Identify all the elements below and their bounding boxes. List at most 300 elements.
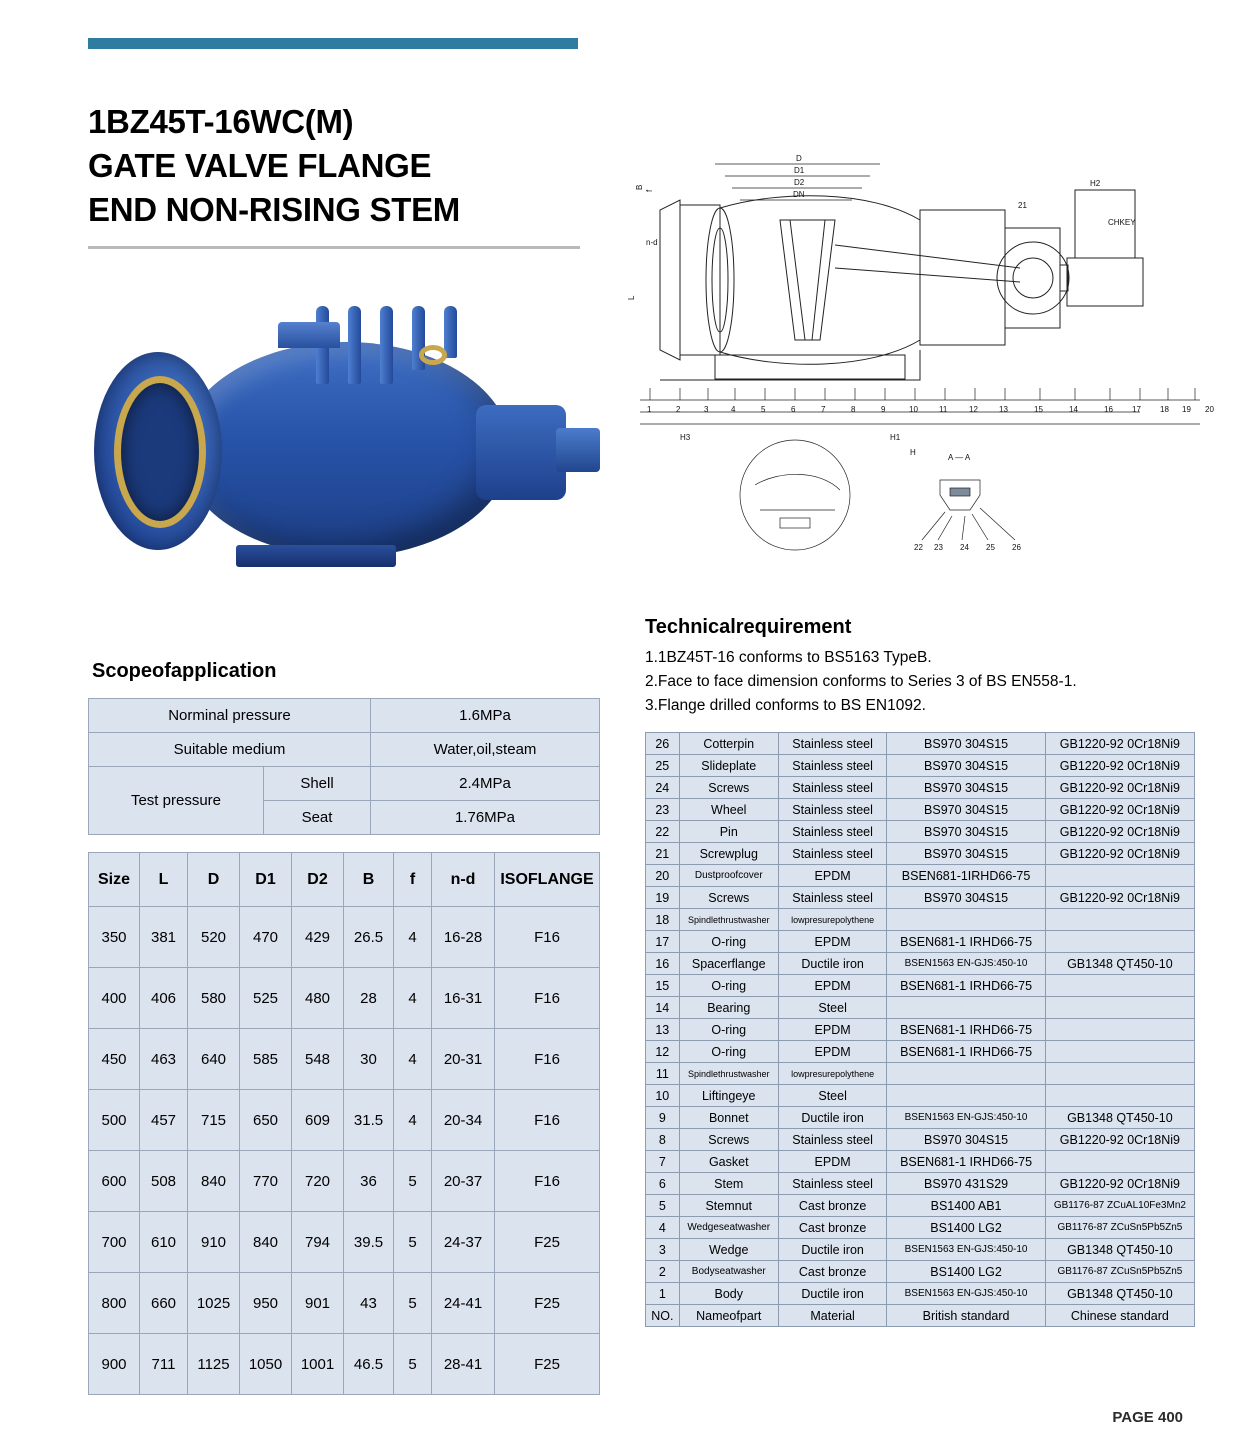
cell-d2: 1001 [292,1334,344,1395]
cell-f: 5 [394,1334,432,1395]
cell-chinese-standard [1045,1041,1194,1063]
footer-british-standard: British standard [887,1305,1045,1327]
cell-british-standard [887,1085,1045,1107]
technical-drawing [620,150,1220,570]
cell-d: 715 [188,1090,240,1151]
table-row [89,1334,600,1395]
cell-british-standard: BSEN1563 EN-GJS:450-10 [887,1239,1045,1261]
cell-chinese-standard: GB1220-92 0Cr18Ni9 [1045,821,1194,843]
cell-l: 381 [140,907,188,968]
cell-no: 23 [646,799,680,821]
cell-size: 700 [89,1212,140,1273]
cell-l: 463 [140,1029,188,1090]
footer-name: Nameofpart [679,1305,778,1327]
svg-text:H1: H1 [890,433,901,442]
table-header-row [89,853,600,907]
cell-no: 2 [646,1261,680,1283]
cell-d2: 794 [292,1212,344,1273]
svg-text:A — A: A — A [948,453,971,462]
svg-text:23: 23 [934,543,943,552]
cell-chinese-standard [1045,1063,1194,1085]
cell-no: 10 [646,1085,680,1107]
cell-d: 640 [188,1029,240,1090]
cell-british-standard [887,1063,1045,1085]
table-footer-row [646,1305,1195,1327]
table-row [646,821,1195,843]
cell-nd: 20-34 [432,1090,495,1151]
cell-name: O-ring [679,1019,778,1041]
table-row [646,1239,1195,1261]
scope-table [88,698,600,835]
valve-bore [114,376,206,528]
cell-material: EPDM [778,975,887,997]
cell-chinese-standard [1045,931,1194,953]
page-title-line-2: GATE VALVE FLANGE [88,146,432,184]
cell-no: 3 [646,1239,680,1261]
cell-chinese-standard [1045,1019,1194,1041]
cell-nd: 24-41 [432,1273,495,1334]
cell-no: 1 [646,1283,680,1305]
cell-b: 36 [344,1151,394,1212]
table-row [89,767,600,801]
cell-name: Wedgeseatwasher [679,1217,778,1239]
cell-chinese-standard [1045,1151,1194,1173]
scope-value: 1.76MPa [371,801,600,835]
cell-british-standard [887,909,1045,931]
cell-material: lowpresurepolythene [778,1063,887,1085]
cell-chinese-standard [1045,997,1194,1019]
valve-body-illustration [181,342,511,557]
cell-size: 450 [89,1029,140,1090]
table-row [89,1029,600,1090]
svg-text:B: B [635,184,644,190]
cell-material: lowpresurepolythene [778,909,887,931]
table-row [646,1129,1195,1151]
drawing-svg [620,150,1220,570]
cell-material: Stainless steel [778,733,887,755]
cell-british-standard: BS970 304S15 [887,887,1045,909]
cell-no: 5 [646,1195,680,1217]
cell-b: 26.5 [344,907,394,968]
scope-value: 1.6MPa [371,699,600,733]
table-row [646,1151,1195,1173]
cell-l: 508 [140,1151,188,1212]
cell-size: 500 [89,1090,140,1151]
cell-chinese-standard: GB1220-92 0Cr18Ni9 [1045,733,1194,755]
svg-text:D2: D2 [794,178,805,187]
col-size: Size [89,853,140,907]
cell-d1: 585 [240,1029,292,1090]
svg-text:L: L [627,295,636,300]
cell-material: EPDM [778,1019,887,1041]
table-row [646,777,1195,799]
cell-chinese-standard: GB1220-92 0Cr18Ni9 [1045,887,1194,909]
cell-f: 4 [394,1090,432,1151]
cell-nd: 28-41 [432,1334,495,1395]
cell-no: 9 [646,1107,680,1129]
cell-no: 15 [646,975,680,997]
svg-text:4: 4 [731,405,736,414]
svg-text:14: 14 [1069,405,1078,414]
cell-name: Wedge [679,1239,778,1261]
cell-british-standard: BS970 304S15 [887,777,1045,799]
table-row [89,1212,600,1273]
table-row [646,887,1195,909]
cell-d1: 525 [240,968,292,1029]
table-row [89,907,600,968]
cell-british-standard: BS970 431S29 [887,1173,1045,1195]
cell-d: 1125 [188,1334,240,1395]
cell-material: Ductile iron [778,1107,887,1129]
svg-text:CHKEY: CHKEY [1108,218,1136,227]
cell-d1: 1050 [240,1334,292,1395]
cell-l: 660 [140,1273,188,1334]
scope-label: Suitable medium [89,733,371,767]
cell-british-standard: BS970 304S15 [887,1129,1045,1151]
cell-d1: 950 [240,1273,292,1334]
cell-chinese-standard [1045,1085,1194,1107]
svg-text:18: 18 [1160,405,1169,414]
valve-stem-cap [556,428,600,472]
cell-name: Cotterpin [679,733,778,755]
cell-no: 4 [646,1217,680,1239]
cell-british-standard: BS970 304S15 [887,799,1045,821]
valve-gearbox [476,405,566,500]
cell-material: Ductile iron [778,953,887,975]
cell-name: Stemnut [679,1195,778,1217]
technical-requirement-item: 2.Face to face dimension conforms to Series 3 of BS EN558-1. [645,673,1077,691]
cell-b: 46.5 [344,1334,394,1395]
cell-british-standard: BSEN1563 EN-GJS:450-10 [887,1283,1045,1305]
cell-nd: 24-37 [432,1212,495,1273]
cell-chinese-standard: GB1348 QT450-10 [1045,1107,1194,1129]
table-row [646,931,1195,953]
cell-material: Stainless steel [778,1173,887,1195]
cell-material: Stainless steel [778,887,887,909]
cell-b: 31.5 [344,1090,394,1151]
valve-top-cap [278,322,340,348]
svg-text:6: 6 [791,405,796,414]
cell-no: 13 [646,1019,680,1041]
svg-text:2: 2 [676,405,681,414]
cell-name: Pin [679,821,778,843]
cell-d2: 429 [292,907,344,968]
cell-chinese-standard: GB1220-92 0Cr18Ni9 [1045,1129,1194,1151]
cell-d2: 609 [292,1090,344,1151]
table-row [89,733,600,767]
cell-name: Bonnet [679,1107,778,1129]
table-row [89,1151,600,1212]
cell-chinese-standard: GB1220-92 0Cr18Ni9 [1045,755,1194,777]
cell-f: 5 [394,1151,432,1212]
parts-list-table [645,732,1195,1327]
table-row [646,1041,1195,1063]
cell-chinese-standard: GB1220-92 0Cr18Ni9 [1045,1173,1194,1195]
page-number: PAGE 400 [1112,1409,1183,1426]
cell-f: 4 [394,968,432,1029]
cell-no: 17 [646,931,680,953]
cell-chinese-standard [1045,865,1194,887]
col-d2: D2 [292,853,344,907]
cell-nd: 16-28 [432,907,495,968]
cell-material: Ductile iron [778,1239,887,1261]
cell-d1: 650 [240,1090,292,1151]
cell-isoflange: F16 [495,907,600,968]
cell-d: 1025 [188,1273,240,1334]
cell-name: Screwplug [679,843,778,865]
cell-d: 840 [188,1151,240,1212]
cell-d2: 480 [292,968,344,1029]
cell-no: 12 [646,1041,680,1063]
table-row [646,909,1195,931]
cell-material: Ductile iron [778,1283,887,1305]
valve-rib [348,306,361,384]
cell-no: 22 [646,821,680,843]
cell-british-standard: BS1400 AB1 [887,1195,1045,1217]
cell-name: O-ring [679,975,778,997]
cell-b: 28 [344,968,394,1029]
table-row [646,1085,1195,1107]
accent-bar [88,38,578,49]
cell-no: 21 [646,843,680,865]
table-row [89,1090,600,1151]
cell-isoflange: F16 [495,1029,600,1090]
cell-name: Bodyseatwasher [679,1261,778,1283]
svg-text:H3: H3 [680,433,691,442]
cell-name: Stem [679,1173,778,1195]
cell-b: 30 [344,1029,394,1090]
svg-text:7: 7 [821,405,826,414]
cell-material: EPDM [778,1041,887,1063]
cell-name: Body [679,1283,778,1305]
technical-requirement-item: 3.Flange drilled conforms to BS EN1092. [645,697,926,715]
valve-base [236,545,396,567]
svg-text:3: 3 [704,405,709,414]
cell-chinese-standard: GB1176-87 ZCuAL10Fe3Mn2 [1045,1195,1194,1217]
cell-chinese-standard [1045,975,1194,997]
svg-text:15: 15 [1034,405,1043,414]
table-row [646,865,1195,887]
svg-text:19: 19 [1182,405,1191,414]
cell-british-standard [887,997,1045,1019]
cell-material: Cast bronze [778,1261,887,1283]
cell-l: 406 [140,968,188,1029]
cell-name: Screws [679,1129,778,1151]
col-f: f [394,853,432,907]
cell-f: 5 [394,1212,432,1273]
svg-text:D1: D1 [794,166,805,175]
cell-material: Stainless steel [778,755,887,777]
cell-d2: 901 [292,1273,344,1334]
cell-b: 43 [344,1273,394,1334]
svg-text:22: 22 [914,543,923,552]
valve-lifting-eye [419,345,447,365]
table-row [89,968,600,1029]
table-row [646,975,1195,997]
svg-text:25: 25 [986,543,995,552]
cell-isoflange: F25 [495,1212,600,1273]
technical-requirement-title: Technicalrequirement [645,616,852,638]
svg-text:24: 24 [960,543,969,552]
page-title-line-1: 1BZ45T-16WC(M) [88,103,354,141]
svg-text:DN: DN [793,190,805,199]
scope-value: 2.4MPa [371,767,600,801]
table-row [646,843,1195,865]
cell-d2: 548 [292,1029,344,1090]
svg-text:9: 9 [881,405,886,414]
svg-text:11: 11 [939,405,948,414]
cell-name: Liftingeye [679,1085,778,1107]
cell-name: O-ring [679,931,778,953]
table-row [646,1107,1195,1129]
cell-no: 26 [646,733,680,755]
svg-text:17: 17 [1132,405,1141,414]
cell-british-standard: BSEN681-1 IRHD66-75 [887,1041,1045,1063]
cell-british-standard: BS970 304S15 [887,843,1045,865]
scope-sublabel: Seat [264,801,371,835]
cell-name: Gasket [679,1151,778,1173]
cell-name: Bearing [679,997,778,1019]
cell-material: Cast bronze [778,1195,887,1217]
svg-text:21: 21 [1018,201,1027,210]
product-photo [86,300,606,600]
cell-british-standard: BS970 304S15 [887,733,1045,755]
cell-f: 4 [394,1029,432,1090]
cell-material: EPDM [778,1151,887,1173]
cell-chinese-standard: GB1348 QT450-10 [1045,953,1194,975]
cell-name: Slideplate [679,755,778,777]
cell-isoflange: F16 [495,1090,600,1151]
table-row [646,1217,1195,1239]
footer-chinese-standard: Chinese standard [1045,1305,1194,1327]
cell-material: Stainless steel [778,777,887,799]
table-row [646,1173,1195,1195]
cell-name: Wheel [679,799,778,821]
cell-material: Steel [778,997,887,1019]
footer-material: Material [778,1305,887,1327]
cell-d: 580 [188,968,240,1029]
cell-british-standard: BSEN681-1 IRHD66-75 [887,1151,1045,1173]
svg-text:D: D [796,154,802,163]
technical-requirement-list [645,646,1205,718]
cell-chinese-standard: GB1220-92 0Cr18Ni9 [1045,777,1194,799]
table-row [646,755,1195,777]
table-row [646,1261,1195,1283]
svg-text:5: 5 [761,405,766,414]
cell-material: Stainless steel [778,799,887,821]
cell-nd: 20-37 [432,1151,495,1212]
cell-l: 711 [140,1334,188,1395]
cell-isoflange: F16 [495,1151,600,1212]
cell-d1: 770 [240,1151,292,1212]
cell-l: 457 [140,1090,188,1151]
svg-text:12: 12 [969,405,978,414]
cell-no: 19 [646,887,680,909]
cell-size: 350 [89,907,140,968]
cell-size: 400 [89,968,140,1029]
table-row [646,1195,1195,1217]
scope-sublabel: Shell [264,767,371,801]
cell-name: Spindlethrustwasher [679,909,778,931]
cell-no: 7 [646,1151,680,1173]
cell-chinese-standard: GB1220-92 0Cr18Ni9 [1045,799,1194,821]
cell-isoflange: F25 [495,1273,600,1334]
table-row [646,1063,1195,1085]
cell-british-standard: BSEN681-1 IRHD66-75 [887,1019,1045,1041]
cell-nd: 16-31 [432,968,495,1029]
cell-d: 910 [188,1212,240,1273]
cell-b: 39.5 [344,1212,394,1273]
svg-text:26: 26 [1012,543,1021,552]
cell-d2: 720 [292,1151,344,1212]
cell-name: Screws [679,887,778,909]
page-title-line-3: END NON-RISING STEM [88,190,460,228]
cell-chinese-standard: GB1348 QT450-10 [1045,1283,1194,1305]
cell-size: 600 [89,1151,140,1212]
cell-chinese-standard: GB1348 QT450-10 [1045,1239,1194,1261]
page-title [88,100,648,232]
svg-text:20: 20 [1205,405,1214,414]
svg-text:8: 8 [851,405,856,414]
scope-title: Scopeofapplication [92,660,277,682]
cell-no: 11 [646,1063,680,1085]
svg-text:13: 13 [999,405,1008,414]
cell-material: Stainless steel [778,843,887,865]
col-b: B [344,853,394,907]
scope-label: Norminal pressure [89,699,371,733]
cell-chinese-standard: GB1176-87 ZCuSn5Pb5Zn5 [1045,1261,1194,1283]
cell-british-standard: BS1400 LG2 [887,1261,1045,1283]
cell-no: 24 [646,777,680,799]
svg-text:1: 1 [647,405,652,414]
col-nd: n-d [432,853,495,907]
cell-name: Spindlethrustwasher [679,1063,778,1085]
cell-british-standard: BSEN681-1 IRHD66-75 [887,931,1045,953]
cell-material: EPDM [778,865,887,887]
col-d1: D1 [240,853,292,907]
cell-isoflange: F25 [495,1334,600,1395]
cell-no: 14 [646,997,680,1019]
cell-f: 4 [394,907,432,968]
cell-material: Steel [778,1085,887,1107]
cell-british-standard: BS970 304S15 [887,755,1045,777]
cell-british-standard: BS970 304S15 [887,821,1045,843]
scope-label: Test pressure [89,767,264,835]
svg-text:10: 10 [909,405,918,414]
col-l: L [140,853,188,907]
cell-name: O-ring [679,1041,778,1063]
scope-value: Water,oil,steam [371,733,600,767]
cell-name: Screws [679,777,778,799]
table-row [646,953,1195,975]
cell-size: 900 [89,1334,140,1395]
svg-text:H: H [910,448,916,457]
svg-text:16: 16 [1104,405,1113,414]
table-row [646,799,1195,821]
table-row [646,1283,1195,1305]
cell-nd: 20-31 [432,1029,495,1090]
valve-rib [380,306,393,384]
cell-d1: 840 [240,1212,292,1273]
cell-isoflange: F16 [495,968,600,1029]
cell-material: Cast bronze [778,1217,887,1239]
cell-chinese-standard: GB1176-87 ZCuSn5Pb5Zn5 [1045,1217,1194,1239]
table-row [89,699,600,733]
footer-no: NO. [646,1305,680,1327]
cell-british-standard: BSEN681-1 IRHD66-75 [887,975,1045,997]
dimensions-table [88,852,600,1395]
col-isoflange: ISOFLANGE [495,853,600,907]
